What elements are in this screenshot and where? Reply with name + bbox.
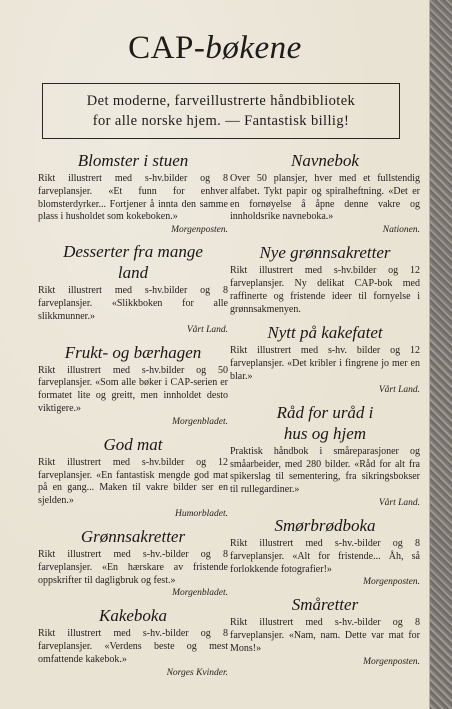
book-entry (230, 515, 420, 588)
book-entry (230, 322, 420, 395)
review-source: Vårt Land. (378, 497, 420, 508)
review-source: Morgenposten. (171, 225, 228, 236)
book-description (230, 446, 420, 509)
book-description (230, 173, 420, 236)
book-description (38, 173, 228, 236)
book-entry (38, 150, 228, 236)
book-title: God mat (103, 434, 163, 454)
book-entry (230, 402, 420, 509)
book-title (265, 402, 385, 444)
description-text: Praktisk håndbok i småreparasjoner og småarbeider, med 280 bilder. «Råd for alt fra spikerslag til sementering, fra sikringsbokser til rullegardiner.» (230, 445, 420, 496)
review-source: Morgenposten. (363, 577, 420, 588)
book-entry (38, 605, 228, 678)
book-title: Nytt på kakefatet (267, 323, 383, 343)
review-source: Morgenbladet. (172, 416, 228, 427)
book-title: Småretter (291, 595, 359, 615)
book-description (230, 345, 420, 395)
description-text: Over 50 plansjer, hver med et fullstendig alfabet. Tykt papir og spiralheftning. «Det er en fornøyelse å åpne denne vakre og innholdsrike navneboka.» (230, 173, 420, 223)
tagline-box (42, 83, 400, 139)
book-entry (38, 526, 228, 599)
description-text: Rikt illustrert med s-hv.bilder og 12 farveplansjer. «En fantastisk mengde god mat på en gang... Maken til vakre bilder ser en sjelden.» (38, 456, 228, 507)
review-source: Vårt Land. (186, 324, 228, 335)
description-text: Rikt illustrert med s-hv.bilder og 8 farveplansjer. «Et funn for enhver blomsterdyrker... Fortjener å innta den samme plass i husholdet som kokeboken.» (38, 173, 228, 223)
left-column (38, 150, 228, 685)
book-description (38, 457, 228, 520)
book-title: Navnebok (291, 151, 359, 170)
review-source: Vårt Land. (378, 384, 420, 395)
description-text: Rikt illustrert med s-hv. bilder og 12 farveplansjer. «Det kribler i fingrene jo mer en blar.» (230, 345, 420, 382)
review-source: Norges Kvinder. (166, 667, 228, 678)
book-title (58, 241, 208, 283)
tagline-line-2: for alle norske hjem. — Fantastisk billig! (92, 113, 350, 129)
tagline-line-1: Det moderne, farveillustrerte håndbibliotek (86, 93, 356, 109)
book-description (38, 365, 228, 428)
title-italic: bøkene (205, 30, 302, 66)
book-title-text: Råd for uråd i hus og hjem (276, 402, 374, 443)
review-source: Nationen. (382, 225, 420, 236)
description-text: Rikt illustrert med s-hv.-bilder og 8 farveplansjer. «Nam, nam. Dette var mat for Mons!» (230, 617, 420, 654)
description-text: Rikt illustrert med s-hv.bilder og 12 farveplansjer. Ny delikat CAP-bok med raffinerte og fristende ideer til fornyelse i grønnsakmenyen. (230, 265, 420, 315)
book-title: Smørbrødboka (274, 515, 376, 535)
book-entry (230, 242, 420, 316)
book-description (230, 617, 420, 667)
book-description (230, 538, 420, 588)
description-text: Rikt illustrert med s-hv.bilder og 50 farveplansjer. «Som alle bøker i CAP-serien er formatet lite og greitt, men innholdet desto viktigere.» (38, 364, 228, 414)
book-title: Grønnsakretter (80, 526, 186, 546)
review-source: Morgenposten. (363, 656, 420, 667)
description-text: Rikt illustrert med s-hv.bilder og 8 farveplansjer. «Slikkboken for alle slikkmunner.» (38, 285, 228, 322)
description-text: Rikt illustrert med s-hv.-bilder og 8 farveplansjer. «Verdens beste og mest omfattende kakebok.» (38, 628, 228, 665)
book-description (38, 628, 228, 678)
book-entry (230, 594, 420, 667)
review-source: Humorbladet. (174, 508, 228, 519)
title-main: CAP- (128, 30, 206, 66)
book-title: Frukt- og bærhagen (64, 342, 202, 362)
book-description (38, 549, 228, 599)
description-text: Rikt illustrert med s-hv.-bilder og 8 farveplansjer. «En hærskare av fristende oppskrifter til dagligbruk og fest.» (38, 548, 228, 586)
book-entry (230, 150, 420, 236)
book-entry (38, 342, 228, 428)
book-title: Blomster i stuen (77, 151, 189, 170)
book-title: Kakeboka (99, 606, 167, 626)
description-text: Rikt illustrert med s-hv.-bilder og 8 farveplansjer. «Alt for fristende... Åh, så forlokkende fotografier!» (230, 537, 420, 575)
page-title (0, 30, 430, 67)
book-title-text: Desserter fra mange land (63, 242, 203, 283)
book-entry (38, 434, 228, 520)
book-spine-edge (430, 0, 452, 709)
book-title: Nye grønnsakretter (259, 243, 391, 263)
book-description (230, 265, 420, 316)
book-description (38, 285, 228, 335)
review-source: Morgenbladet. (172, 588, 228, 599)
right-column (230, 150, 420, 674)
book-entry (38, 241, 228, 335)
